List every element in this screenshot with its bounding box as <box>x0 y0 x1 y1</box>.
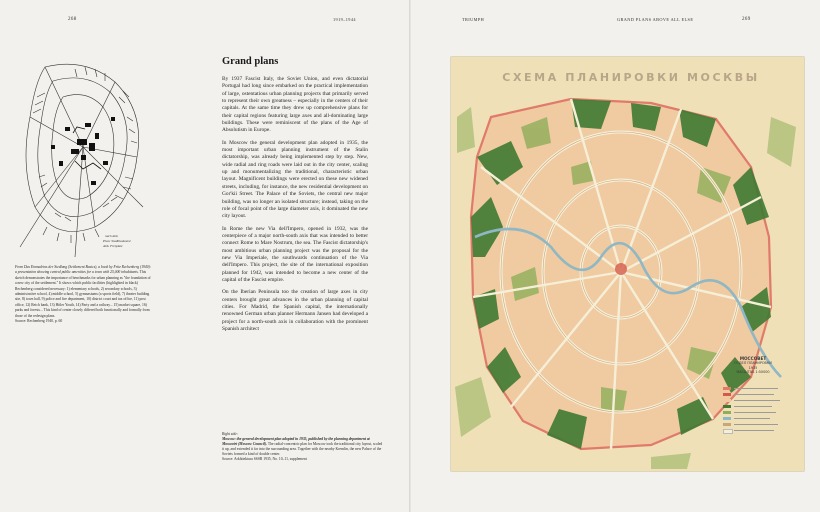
map-stamp-line: 1935 <box>748 365 758 370</box>
right-caption-lead: Moscow: the general development plan adopted in 1935, published by the planning department at Mossoviet (Moscow Council). <box>222 437 370 447</box>
moscow-plan-map <box>451 57 804 471</box>
left-page-number: 268 <box>68 17 77 22</box>
sketch-annotation-1: nach dem <box>105 234 119 238</box>
map-title-block <box>723 357 783 375</box>
article-paragraph: By 1937 Fascist Italy, the Soviet Union, and even dictatorial Portugal had long since embarked on the practical implementation of large, ostentatious urban planning projects that primarily served to represent their own greatness – especially in the centers of their capitals. At the same time they drew up comprehensive plans for their capital regions featuring large axes and all-dominating large buildings. These were reminiscent of the plans of the Age of Absolutism in Europe. <box>222 76 368 134</box>
legend-swatch <box>723 411 731 414</box>
settlement-plan-sketch <box>15 57 153 263</box>
sketch-annotation-2: Plan: Stadtbaukunst <box>103 239 131 243</box>
legend-swatch <box>723 405 731 408</box>
article-paragraph: On the Iberian Peninsula too the creation of large axes in city centers brought great advances in the urban planning of capital cities. For Madrid, the Spanish capital, the internationally renowned German urban planner Hermann Jansen had developed a project for a north-south axis in collaboration with the prominent Spanish architect <box>222 289 368 332</box>
map-stamp-title: МОССОВЕТ <box>739 356 767 361</box>
right-caption-source: Source: Arkhitektura SSSR 1935, No. 10–11, supplement <box>222 457 307 462</box>
legend-swatch <box>723 423 731 426</box>
right-running-head-section: TRIUMPH <box>462 17 485 22</box>
legend-swatch <box>723 387 731 390</box>
sketch-annotation-3: Abb. Freiplatz <box>103 244 123 248</box>
right-caption-body: The radial-concentric plan for Moscow took the traditional city layout, scaled it up, and extended it far into the surrounding area. Together with the nearby Kremlin, the new Palace of the Soviets formed a kind of double center. <box>222 442 383 457</box>
left-figure-caption <box>15 265 152 324</box>
left-running-head: 1919–1944 <box>333 17 356 22</box>
legend-swatch <box>723 399 731 402</box>
left-caption-body: This sketch demonstrates the importance of benchmarks for urban planning as "the foundation of a new city of the settlement." It shows which public facilities (highlighted in black) Rechenberg considered necessary: 1) elementary schools, 2) secondary schools, 3) administrative school, 4) middle school, 5) gymnasiums (a sports field), 7) theater building site, 8) town hall, 9) police and fire department, 10) district court and tax office, 11) post office, 12) Reich bank, 13) Hitler Youth, 14) Party and a railway... 15) market square, 16) parks and forests... This kind of center closely differed both functionally and formally from those of the redesign plans. <box>15 270 151 318</box>
left-caption-lead: From Das Einmaleins der Siedlung (Settlement Basics), a book by Fritz Rechenberg (1940): a presentation showing central public amenities for a town with 25,000 inhabitants. <box>15 265 152 275</box>
legend-swatch <box>723 417 731 420</box>
map-stamp-line: ОТДЕЛ ПЛАНИРОВКИ <box>734 361 772 366</box>
article-paragraph: In Rome the new Via dell'Impero, opened in 1932, was the centerpiece of a major north-south axis that was intended to better connect Rome to Mare Nostrum, the sea. The Fascist dictatorship's most ambitious urban planning project was the proposal for the new Via Imperiale, the southwards continuation of the Via dell'Impero. This project, the site of the international exposition planned for 1942, was intended to become a new center of the capital of the Fascist empire. <box>222 225 368 283</box>
map-title: СХЕМА ПЛАНИРОВКИ МОСКВЫ <box>502 71 760 84</box>
map-stamp-line: МАСШТАБ 1:50000 <box>736 370 770 375</box>
map-legend <box>723 387 783 441</box>
right-figure-caption <box>222 432 384 463</box>
legend-swatch <box>723 393 731 396</box>
article-title: Grand plans <box>222 56 279 67</box>
legend-swatch <box>723 429 733 434</box>
right-running-head-chapter: GRAND PLANS ABOVE ALL ELSE <box>617 17 694 22</box>
left-caption-source: Source: Rechenberg 1940, p. 60 <box>15 319 63 324</box>
book-gutter <box>409 0 411 512</box>
right-page-number: 269 <box>742 17 751 22</box>
right-caption-kicker: Right side: <box>222 432 239 436</box>
article-paragraph: In Moscow the general development plan adopted in 1935, the most important urban planning instrument of the Stalin dictatorship, was already being implemented step by step. New, wide radial and ring roads were laid out in the city center, scaling up and monumentalizing the traditional, characteristic urban layout. Magnificent buildings were erected on these new widened streets, including, for instance, the new residential development on Gor'kii Street. The Palace of the Soviets, the central new major building, was no longer an isolated structure; instead, taking on the role of focal point of the large diameter axis, it dominated the new city layout. <box>222 139 368 220</box>
article-body <box>222 76 368 338</box>
